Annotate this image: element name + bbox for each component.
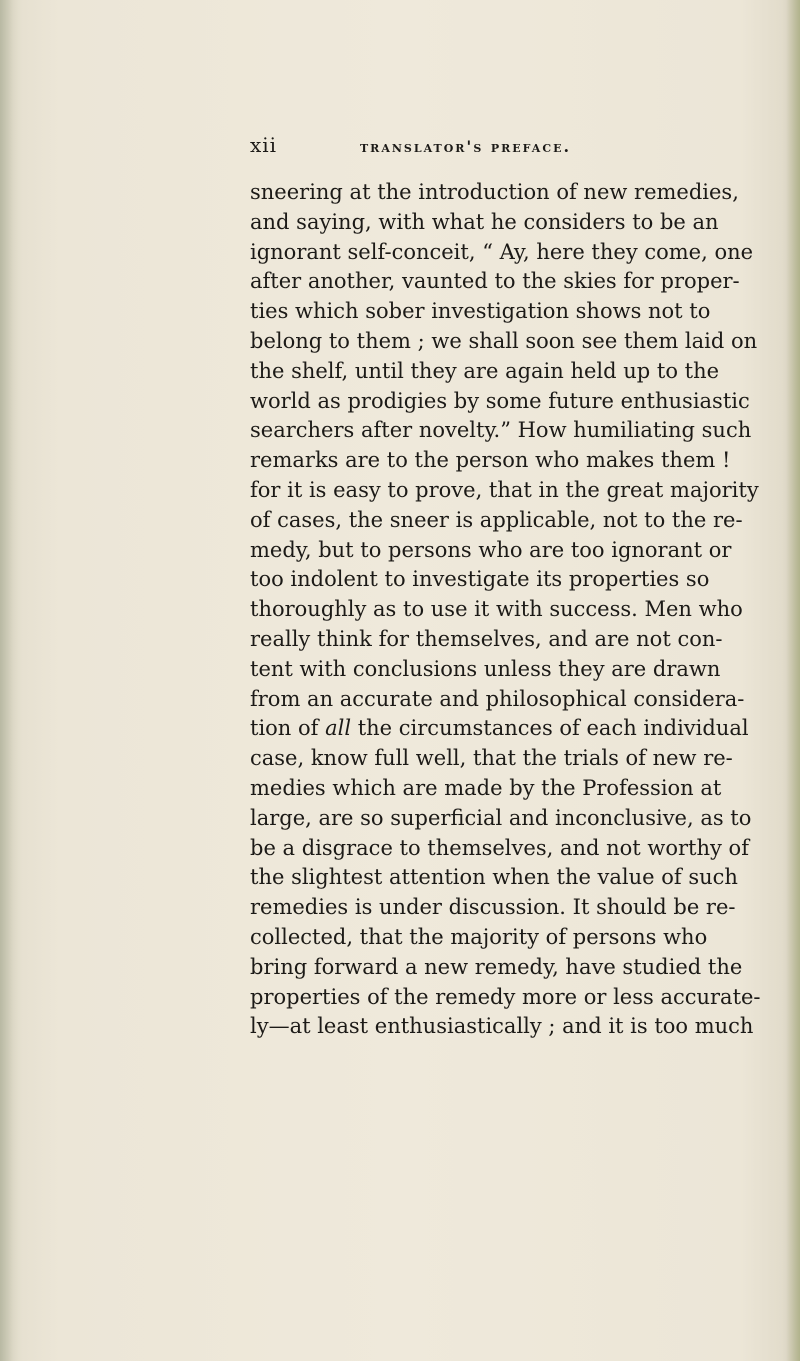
text-line: case, know full well, that the trials of new re- [250, 746, 733, 771]
text-line: for it is easy to prove, that in the great majority [250, 477, 759, 502]
text-line: remarks are to the person who makes them ! [250, 448, 731, 473]
text-line: world as prodigies by some future enthusiastic [250, 388, 750, 413]
text-line: be a disgrace to themselves, and not worthy of [250, 835, 749, 860]
text-line: ignorant self-conceit, “ Ay, here they come, one [250, 239, 754, 264]
page-edge [786, 0, 800, 1361]
text-line: bring forward a new remedy, have studied the [250, 954, 743, 979]
text-line: the slightest attention when the value of such [250, 865, 738, 890]
text-line: belong to them ; we shall soon see them laid on [250, 328, 758, 353]
page-number: xii [250, 133, 278, 157]
text-line: tent with conclusions unless they are drawn [250, 656, 721, 681]
text-line: properties of the remedy more or less accurate- [250, 984, 761, 1009]
text-line: from an accurate and philosophical considera- [250, 686, 745, 711]
running-head: translator's preface. [360, 137, 572, 156]
emphasized-word: all [325, 716, 352, 741]
page-binding-shadow [0, 0, 22, 1361]
body-text [250, 178, 761, 1042]
text-line: collected, that the majority of persons who [250, 924, 708, 949]
text-line: ties which sober investigation shows not to [250, 299, 711, 324]
text-line: large, are so superficial and inconclusive, as to [250, 805, 752, 830]
text-line: medies which are made by the Profession at [250, 775, 722, 800]
text-line: medy, but to persons who are too ignorant or [250, 537, 732, 562]
text-line: after another, vaunted to the skies for proper- [250, 269, 740, 294]
text-line: remedies is under discussion. It should be re- [250, 895, 736, 920]
text-line: ly—at least enthusiastically ; and it is too much [250, 1014, 754, 1039]
text-line: searchers after novelty.” How humiliating such [250, 418, 752, 443]
text-line: the shelf, until they are again held up to the [250, 358, 720, 383]
text-line: too indolent to investigate its properties so [250, 567, 710, 592]
text-line: sneering at the introduction of new remedies, [250, 180, 739, 204]
text-line: thoroughly as to use it with success. Men who [250, 597, 743, 622]
text-line: and saying, with what he considers to be an [250, 209, 719, 234]
page-header [250, 133, 710, 159]
text-line: tion of all the circumstances of each individual [250, 716, 749, 741]
text-line: of cases, the sneer is applicable, not to the re- [250, 507, 743, 532]
text-line: really think for themselves, and are not con- [250, 626, 723, 651]
